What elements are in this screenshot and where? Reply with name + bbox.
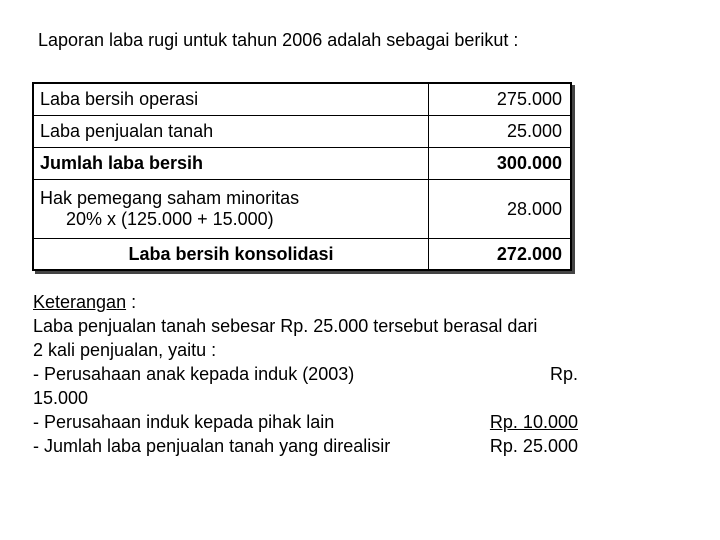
row-value: 275.000 — [429, 83, 572, 116]
notes-item-value: 15.000 — [33, 388, 89, 408]
notes-heading-suffix: : — [126, 292, 137, 312]
row-value: 272.000 — [496, 243, 562, 264]
row-label: Laba penjualan tanah — [33, 116, 429, 148]
notes-heading: Keterangan — [33, 292, 127, 312]
table-row — [33, 116, 571, 148]
intro-text: Laporan laba rugi untuk tahun 2006 adalah sebagai berikut : — [38, 30, 519, 50]
notes-item — [33, 434, 578, 458]
notes-item — [33, 410, 578, 434]
income-table — [32, 82, 572, 271]
notes-item-amount: Rp. 25.000 — [489, 436, 578, 456]
notes-line: Laba penjualan tanah sebesar Rp. 25.000 tersebut berasal dari — [33, 316, 538, 336]
row-value: 28.000 — [429, 180, 572, 239]
row-label-multiline — [33, 180, 429, 239]
notes-item-amount: Rp. 10.000 — [489, 412, 578, 432]
row-label: Laba bersih operasi — [33, 83, 429, 116]
row-label: Jumlah laba bersih — [33, 148, 429, 180]
row-label-line2: 20% x (125.000 + 15.000) — [66, 209, 274, 229]
table-row — [33, 148, 571, 180]
table-row — [33, 83, 571, 116]
table-row — [33, 180, 571, 239]
table-row — [33, 239, 571, 271]
notes-heading-line — [33, 290, 578, 314]
notes-section — [33, 290, 578, 458]
notes-item-currency: Rp. — [549, 364, 578, 384]
row-label-line1: Hak pemegang saham minoritas — [40, 188, 300, 208]
row-label: Laba bersih konsolidasi — [33, 239, 429, 271]
row-value: 300.000 — [429, 148, 572, 180]
notes-item-label: - Jumlah laba penjualan tanah yang direalisir — [33, 436, 391, 456]
row-value: 25.000 — [429, 116, 572, 148]
notes-item — [33, 362, 578, 386]
notes-item-label: - Perusahaan anak kepada induk (2003) — [33, 364, 355, 384]
notes-item-label: - Perusahaan induk kepada pihak lain — [33, 412, 335, 432]
notes-line: 2 kali penjualan, yaitu : — [33, 340, 217, 360]
